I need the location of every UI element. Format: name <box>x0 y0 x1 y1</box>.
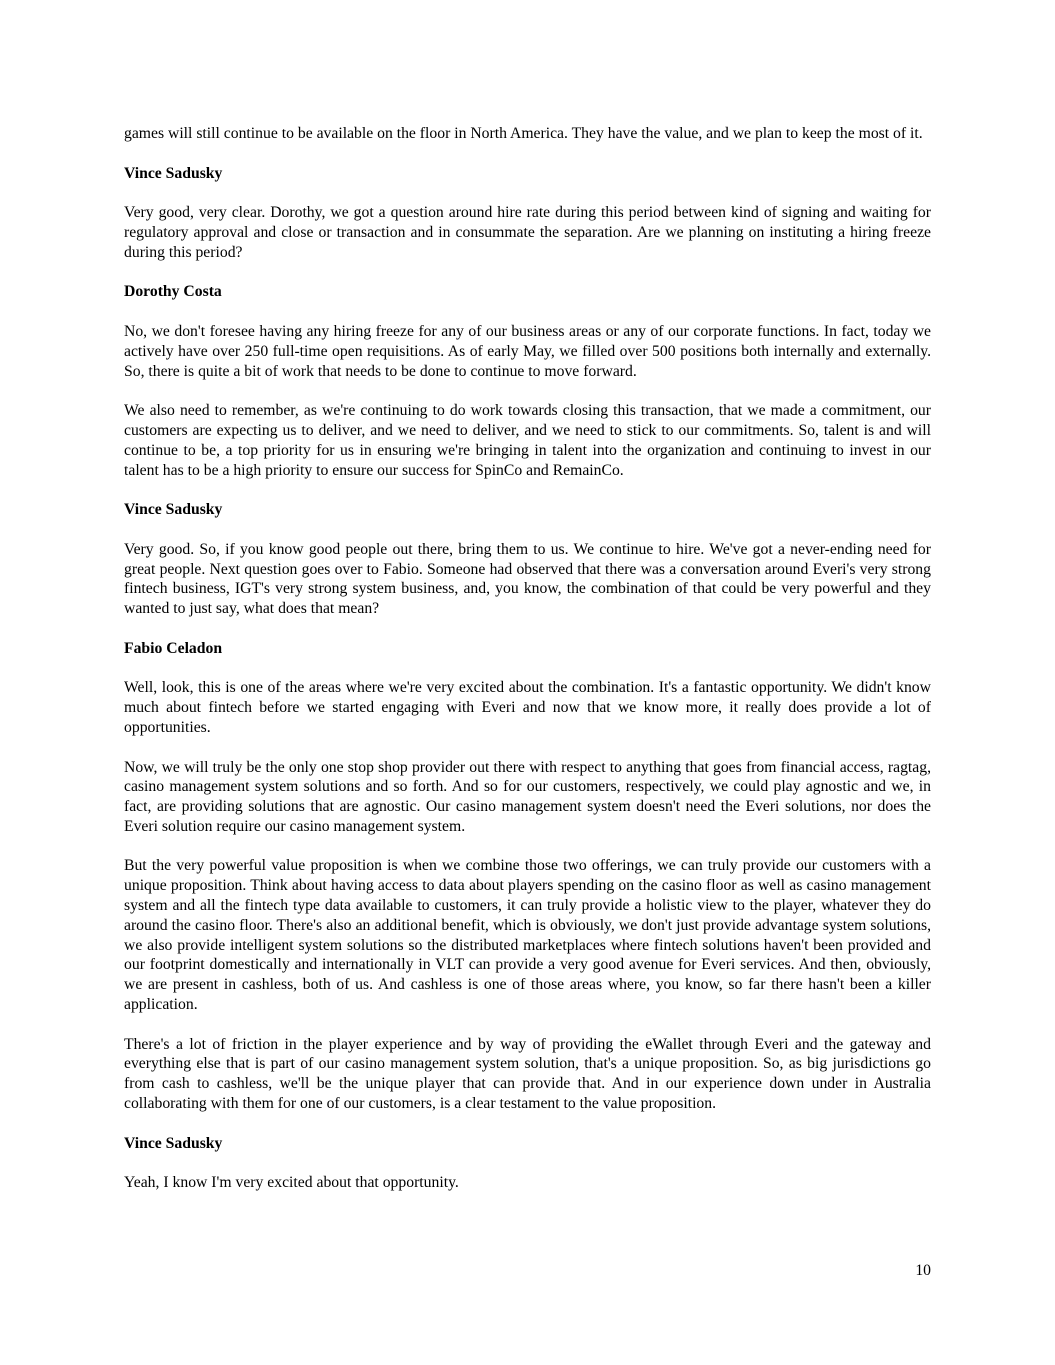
paragraph: There's a lot of friction in the player experience and by way of providing the eWallet through Everi and the gateway and everything else that is part of our casino management system solution, that's a unique proposition. So, as big jurisdictions go from cash to cashless, we'll be the unique player that can provide that. And in our experience down under in Australia collaborating with them for one of our customers, is a clear testament to the value proposition. <box>124 1035 931 1113</box>
speaker-name: Vince Sadusky <box>124 164 223 182</box>
paragraph: Very good, very clear. Dorothy, we got a question around hire rate during this period between kind of signing and waiting for regulatory approval and close or transaction and in consummate the separation. Are we planning on instituting a hiring freeze during this period? <box>124 204 931 261</box>
page-number: 10 <box>915 1262 931 1279</box>
paragraph: No, we don't foresee having any hiring freeze for any of our business areas or any of our corporate functions. In fact, today we actively have over 250 full-time open requisitions. As of early May, we filled over 500 positions both internally and externally. So, there is quite a bit of work that needs to be done to continue to move forward. <box>124 322 931 380</box>
speaker-name: Fabio Celadon <box>124 639 223 657</box>
paragraph: Very good. So, if you know good people out there, bring them to us. We continue to hire. We've got a never-ending need for great people. Next question goes over to Fabio. Someone had observed that there was a conversation around Everi's very strong fintech business, IGT's very strong system business, and, you know, the combination of that could be very powerful and they wanted to just say, what does that mean? <box>124 540 931 618</box>
speaker-name: Vince Sadusky <box>124 1134 223 1152</box>
paragraph: Yeah, I know I'm very excited about that opportunity. <box>124 1174 459 1192</box>
transcript-page <box>124 124 931 1213</box>
paragraph: Well, look, this is one of the areas where we're very excited about the combination. It's a fantastic opportunity. We didn't know much about fintech before we started engaging with Everi and now that we know more, it really does provide a lot of opportunities. <box>124 679 931 736</box>
speaker-name: Vince Sadusky <box>124 501 223 519</box>
paragraph: We also need to remember, as we're continuing to do work towards closing this transaction, that we made a commitment, our customers are expecting us to deliver, and we need to deliver, and we need to stick to our commitments. So, talent is and will continue to be, a top priority for us in ensuring we're bringing in talent into the organization and continuing to invest in our talent has to be a high priority to ensure our success for SpinCo and RemainCo. <box>124 402 931 479</box>
paragraph: Now, we will truly be the only one stop shop provider out there with respect to anything that goes from financial access, ragtag, casino management system solutions and so forth. And so for our customers, respectively, we could play agnostic and we, in fact, are providing solutions that are agnostic. Our casino management system doesn't need the Everi solutions, nor does the Everi solution require our casino management system. <box>124 758 931 835</box>
paragraph: games will still continue to be available on the floor in North America. They have the value, and we plan to keep the most of it. <box>124 125 923 142</box>
speaker-name: Dorothy Costa <box>124 283 222 301</box>
paragraph: But the very powerful value proposition is when we combine those two offerings, we can truly provide our customers with a unique proposition. Think about having access to data about players spending on the casino floor as well as casino management system and all the fintech type data available to customers, it can truly provide a holistic view to the player, whatever they do around the casino floor. There's also an additional benefit, which is obviously, we don't just provide advantage system solutions, we also provide intelligent system solutions so the distributed marketplaces where fintech solutions haven't been provided and our footprint domestically and internationally in VLT can provide a very good avenue for Everi services. And then, obviously, we are present in cashless, both of us. And cashless is one of those areas where, you know, so far there hasn't been a killer application. <box>124 857 931 1014</box>
